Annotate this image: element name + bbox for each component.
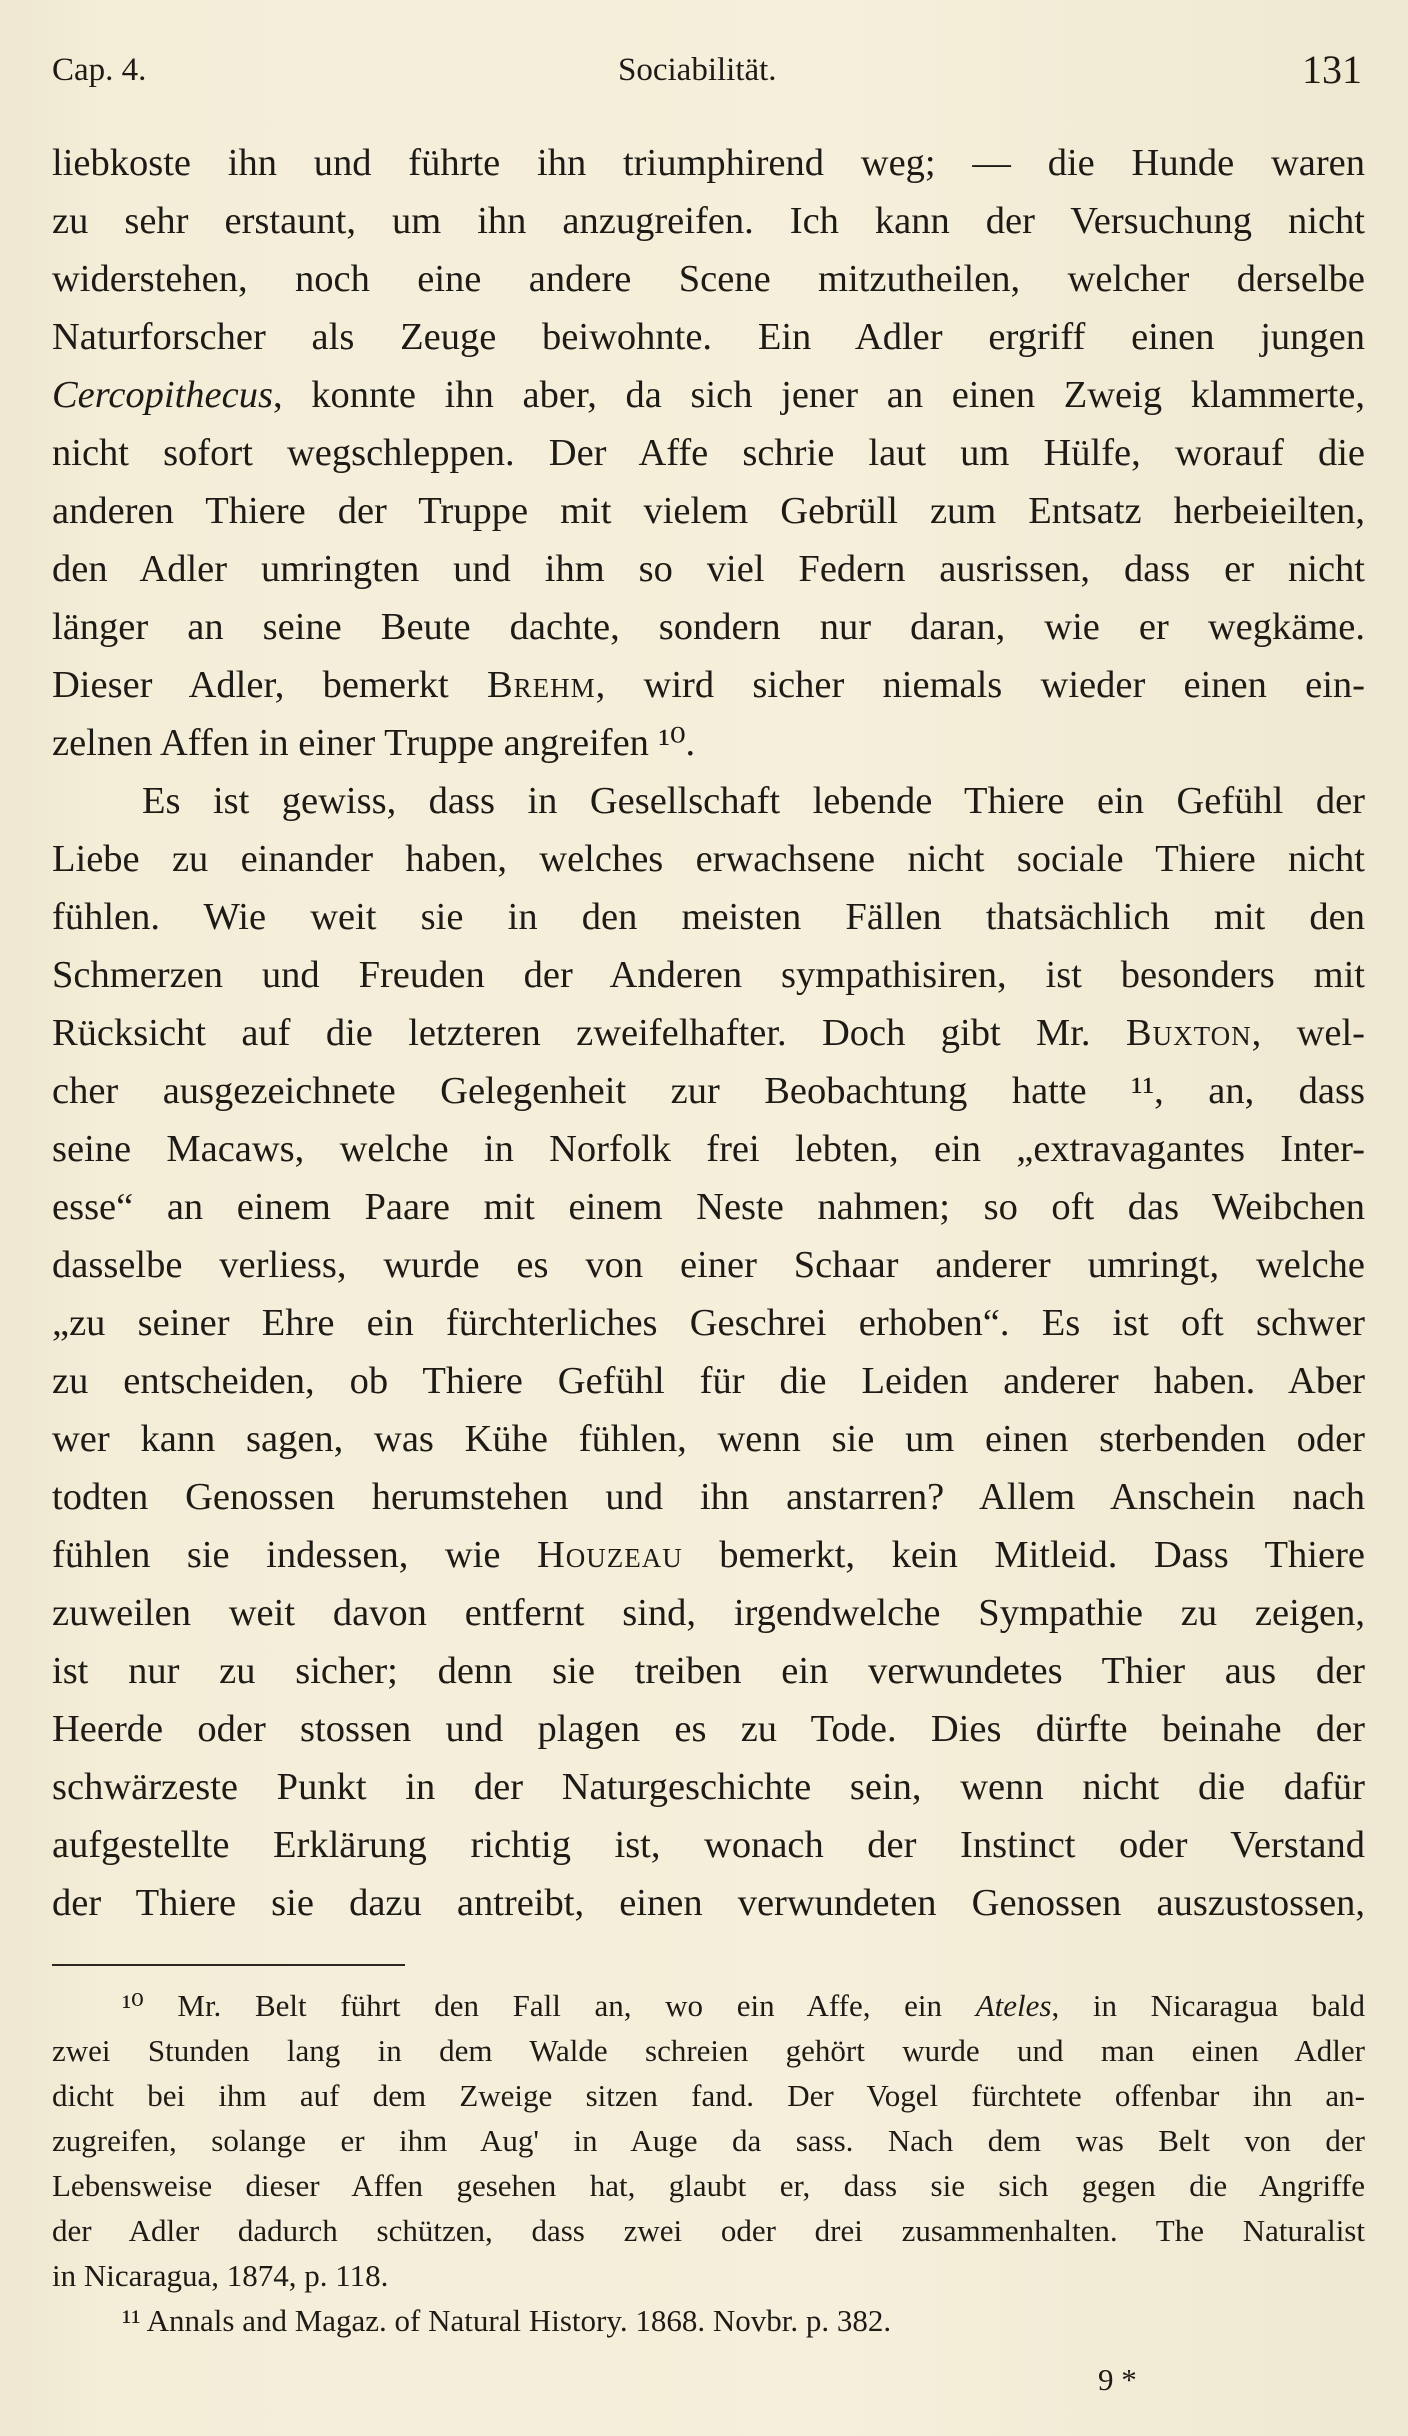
text-line: zelnen Affen in einer Truppe angreifen ¹⁰. [52,722,696,764]
text-line: Liebe zu einander haben, welches erwachsene nicht sociale Thiere nicht [52,838,1365,880]
text-line: todten Genossen herumstehen und ihn anstarren? Allem Anschein nach [52,1476,1365,1518]
footnote-rule [52,1964,405,1966]
text-line: Cercopithecus, konnte ihn aber, da sich jener an einen Zweig klammerte, [52,374,1365,416]
page-number: 131 [1302,47,1362,92]
text-line: aufgestellte Erklärung richtig ist, wonach der Instinct oder Verstand [52,1824,1365,1866]
chapter-label: Cap. 4. [52,52,147,88]
text-line: esse“ an einem Paare mit einem Neste nahmen; so oft das Weibchen [52,1186,1365,1228]
text-line: fühlen. Wie weit sie in den meisten Fällen thatsächlich mit den [52,896,1365,938]
text-line: zu entscheiden, ob Thiere Gefühl für die Leiden anderer haben. Aber [52,1360,1365,1402]
text-line: seine Macaws, welche in Norfolk frei lebten, ein „extravagantes Inter- [52,1128,1365,1170]
text-line: den Adler umringten und ihm so viel Federn ausrissen, dass er nicht [52,548,1365,590]
text-line: Es ist gewiss, dass in Gesellschaft lebende Thiere ein Gefühl der [142,780,1365,822]
text-line: der Thiere sie dazu antreibt, einen verwundeten Genossen auszustossen, [52,1882,1365,1924]
text-line: Rücksicht auf die letzteren zweifelhafter. Doch gibt Mr. Buxton, wel- [52,1012,1365,1054]
text-line: liebkoste ihn und führte ihn triumphirend weg; — die Hunde waren [52,142,1365,184]
footnote-line: ¹¹ Annals and Magaz. of Natural History. 1868. Novbr. p. 382. [122,2303,892,2338]
text-line: anderen Thiere der Truppe mit vielem Gebrüll zum Entsatz herbeieilten, [52,490,1365,532]
text-line: länger an seine Beute dachte, sondern nur daran, wie er wegkäme. [52,606,1365,648]
text-line: wer kann sagen, was Kühe fühlen, wenn sie um einen sterbenden oder [52,1418,1365,1460]
text-line: „zu seiner Ehre ein fürchterliches Geschrei erhoben“. Es ist oft schwer [52,1302,1365,1344]
text-line: schwärzeste Punkt in der Naturgeschichte sein, wenn nicht die dafür [52,1766,1365,1808]
footnote-line: dicht bei ihm auf dem Zweige sitzen fand. Der Vogel fürchtete offenbar ihn an- [52,2078,1365,2113]
section-title: Sociabilität. [618,52,777,88]
text-line: zuweilen weit davon entfernt sind, irgendwelche Sympathie zu zeigen, [52,1592,1365,1634]
text-line: Heerde oder stossen und plagen es zu Tode. Dies dürfte beinahe der [52,1708,1365,1750]
text-line: nicht sofort wegschleppen. Der Affe schrie laut um Hülfe, worauf die [52,432,1365,474]
text-line: Schmerzen und Freuden der Anderen sympathisiren, ist besonders mit [52,954,1365,996]
footnote-line: ¹⁰ Mr. Belt führt den Fall an, wo ein Affe, ein Ateles, in Nicaragua bald [122,1988,1365,2023]
footnote-line: zwei Stunden lang in dem Walde schreien gehört wurde und man einen Adler [52,2033,1365,2068]
text-line: dasselbe verliess, wurde es von einer Schaar anderer umringt, welche [52,1244,1365,1286]
body-text [52,134,1365,1932]
text-line: Dieser Adler, bemerkt Brehm, wird sicher niemals wieder einen ein- [52,664,1365,706]
footnote-line: Lebensweise dieser Affen gesehen hat, glaubt er, dass sie sich gegen die Angriffe [52,2168,1365,2203]
footnote-line: der Adler dadurch schützen, dass zwei oder drei zusammenhalten. The Naturalist [52,2213,1365,2248]
footnote-line: in Nicaragua, 1874, p. 118. [52,2258,389,2293]
text-line: Naturforscher als Zeuge beiwohnte. Ein Adler ergriff einen jungen [52,316,1365,358]
footnotes [52,1983,1365,2343]
text-line: widerstehen, noch eine andere Scene mitzutheilen, welcher derselbe [52,258,1365,300]
text-line: zu sehr erstaunt, um ihn anzugreifen. Ich kann der Versuchung nicht [52,200,1365,242]
text-line: ist nur zu sicher; denn sie treiben ein verwundetes Thier aus der [52,1650,1365,1692]
signature-mark: 9 * [1098,2362,1137,2397]
text-line: cher ausgezeichnete Gelegenheit zur Beobachtung hatte ¹¹, an, dass [52,1070,1365,1112]
footnote-line: zugreifen, solange er ihm Aug' in Auge da sass. Nach dem was Belt von der [52,2123,1365,2158]
text-line: fühlen sie indessen, wie Houzeau bemerkt, kein Mitleid. Dass Thiere [52,1534,1365,1576]
running-head [52,46,1362,96]
